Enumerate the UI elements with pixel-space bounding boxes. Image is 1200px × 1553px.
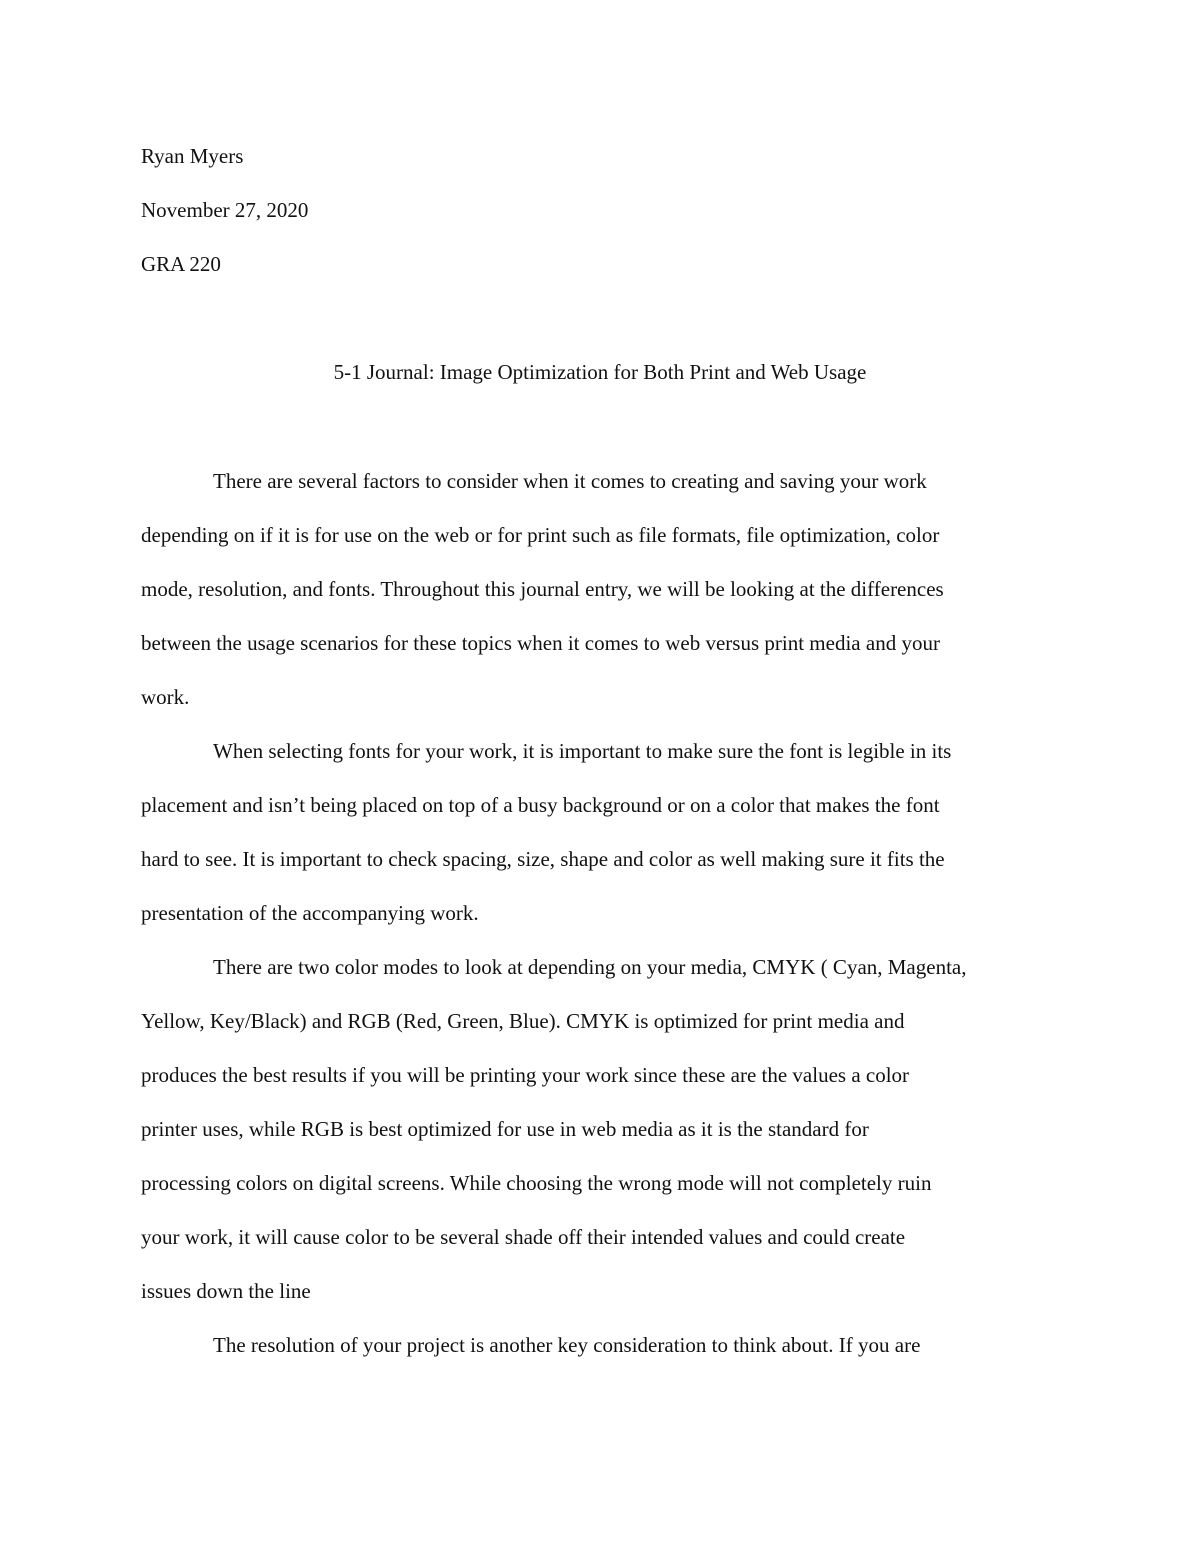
body-line: printer uses, while RGB is best optimized for use in web media as it is the standard for <box>141 1117 869 1141</box>
body-line: hard to see. It is important to check spacing, size, shape and color as well making sure it fits the <box>141 847 945 871</box>
author-name: Ryan Myers <box>141 144 244 168</box>
body-line: There are two color modes to look at depending on your media, CMYK ( Cyan, Magenta, <box>213 955 967 979</box>
body-line: produces the best results if you will be printing your work since these are the values a color <box>141 1063 910 1087</box>
body-line: placement and isn’t being placed on top of a busy background or on a color that makes the font <box>141 793 940 817</box>
body-line: mode, resolution, and fonts. Throughout this journal entry, we will be looking at the differences <box>141 577 944 601</box>
body-line: depending on if it is for use on the web or for print such as file formats, file optimization, color <box>141 523 940 547</box>
body-line: processing colors on digital screens. While choosing the wrong mode will not completely ruin <box>141 1171 932 1195</box>
body-line: The resolution of your project is another key consideration to think about. If you are <box>213 1333 921 1357</box>
body-line: presentation of the accompanying work. <box>141 901 479 925</box>
body-line: There are several factors to consider when it comes to creating and saving your work <box>213 469 927 493</box>
body-line: between the usage scenarios for these topics when it comes to web versus print media and your <box>141 631 940 655</box>
course-code: GRA 220 <box>141 252 221 276</box>
body-line: Yellow, Key/Black) and RGB (Red, Green, Blue). CMYK is optimized for print media and <box>141 1009 905 1033</box>
body-line: work. <box>141 685 190 709</box>
body-line: issues down the line <box>141 1279 311 1303</box>
document-date: November 27, 2020 <box>141 198 309 222</box>
body-line: your work, it will cause color to be several shade off their intended values and could create <box>141 1225 906 1249</box>
body-line: When selecting fonts for your work, it is important to make sure the font is legible in its <box>213 739 952 763</box>
document-title: 5-1 Journal: Image Optimization for Both Print and Web Usage <box>333 360 867 384</box>
